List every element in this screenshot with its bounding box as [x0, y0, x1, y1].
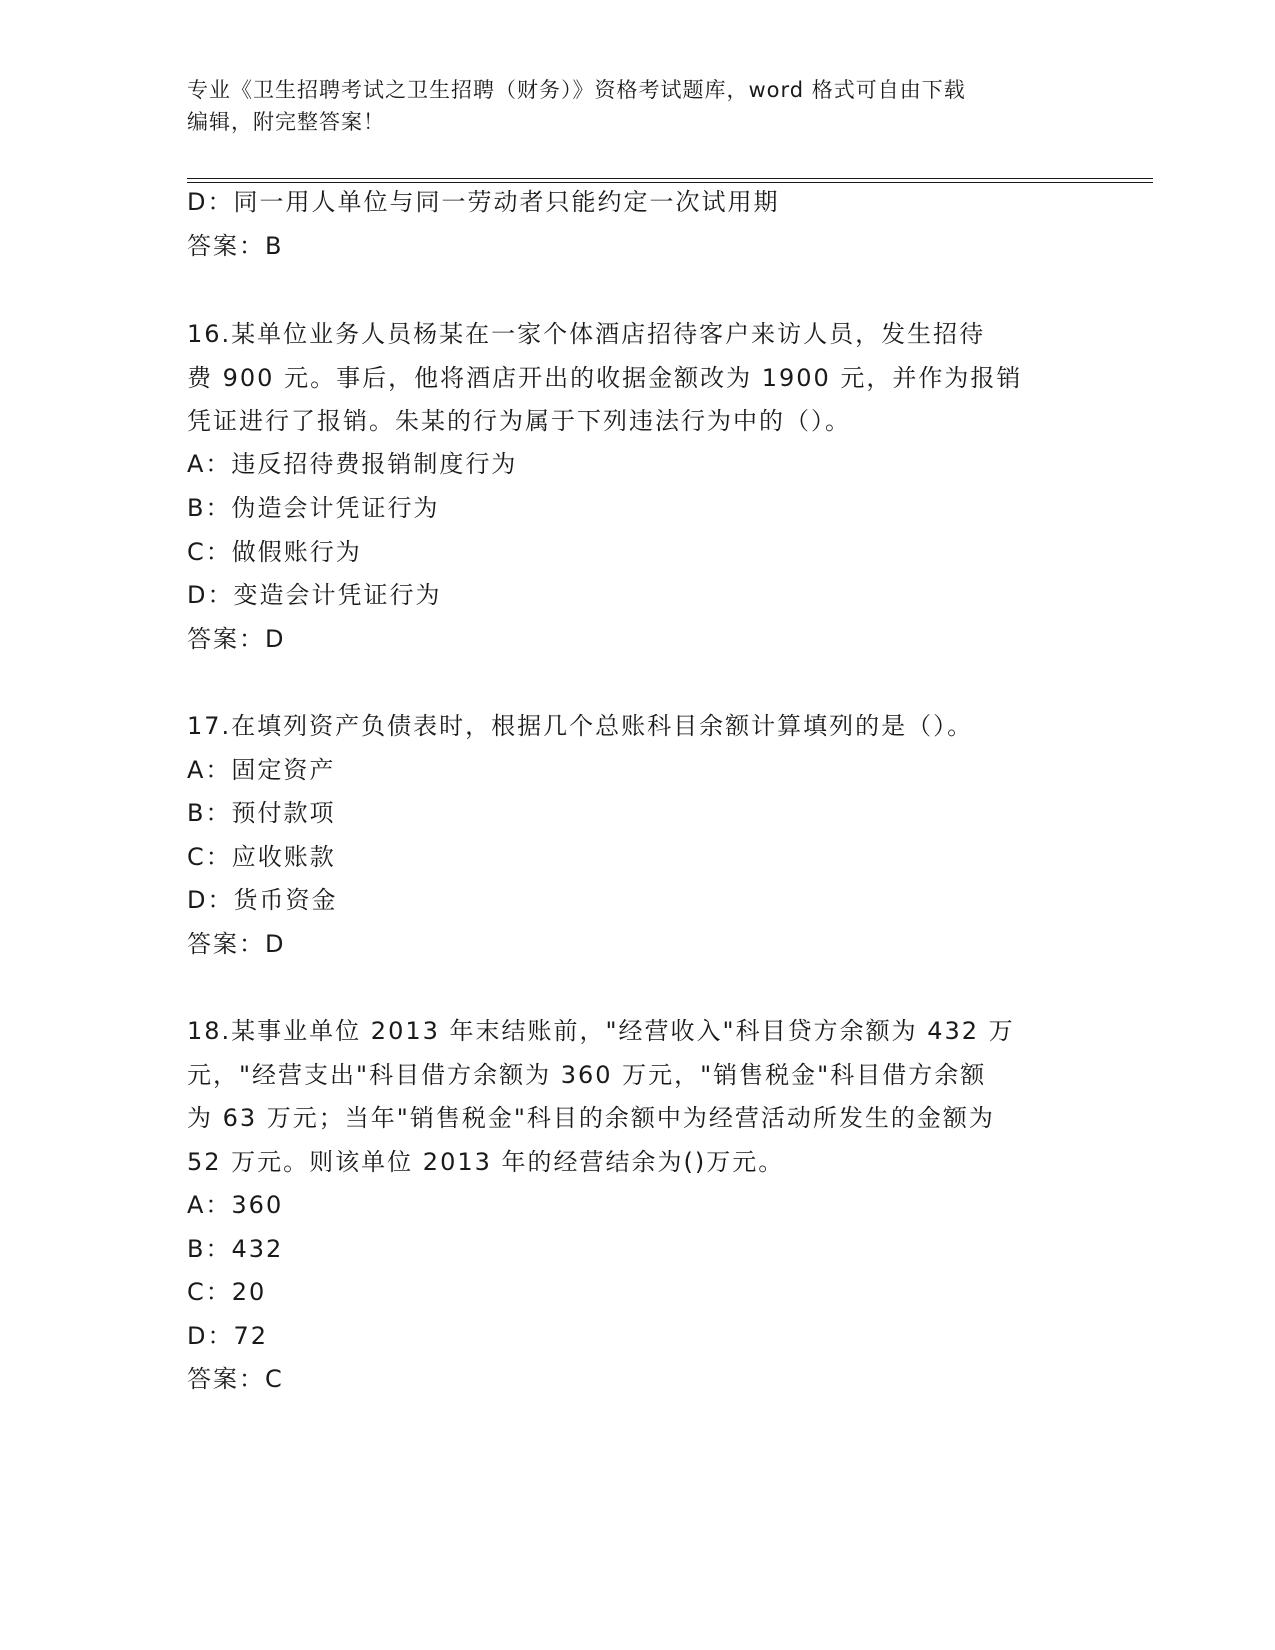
q18-answer: 答案：C	[187, 1365, 284, 1393]
q16-stem-line-2: 费 900 元。事后，他将酒店开出的收据金额改为 1900 元，并作为报销	[187, 364, 1023, 392]
q17-option-d: D：货币资金	[187, 886, 338, 914]
q16-stem-line-3: 凭证进行了报销。朱某的行为属于下列违法行为中的（）。	[187, 407, 851, 435]
q17-option-a: A：固定资产	[187, 756, 336, 784]
q16-option-d: D：变造会计凭证行为	[187, 581, 442, 609]
q18-option-b: B：432	[187, 1235, 284, 1263]
q18-stem-line-4: 52 万元。则该单位 2013 年的经营结余为()万元。	[187, 1148, 785, 1176]
header-line-2: 编辑，附完整答案！	[187, 110, 385, 134]
q16-answer: 答案：D	[187, 625, 286, 653]
header-line-1: 专业《卫生招聘考试之卫生招聘（财务）》资格考试题库，word 格式可自由下载	[187, 78, 966, 102]
q16-option-a: A：违反招待费报销制度行为	[187, 450, 518, 478]
q18-stem-line-1: 18.某事业单位 2013 年末结账前，"经营收入"科目贷方余额为 432 万	[187, 1017, 1015, 1045]
q18-option-d: D：72	[187, 1322, 269, 1350]
q16-stem-line-1: 16.某单位业务人员杨某在一家个体酒店招待客户来访人员，发生招待	[187, 320, 986, 348]
document-header	[187, 74, 1087, 138]
q17-stem-line-1: 17.在填列资产负债表时，根据几个总账科目余额计算填列的是（）。	[187, 712, 974, 740]
q18-stem-line-2: 元，"经营支出"科目借方余额为 360 万元，"销售税金"科目借方余额	[187, 1061, 987, 1089]
q17-answer: 答案：D	[187, 930, 286, 958]
q16-option-b: B：伪造会计凭证行为	[187, 494, 440, 522]
q16-option-c: C：做假账行为	[187, 538, 362, 566]
q18-option-c: C：20	[187, 1278, 267, 1306]
header-divider	[187, 178, 1153, 183]
q17-option-c: C：应收账款	[187, 843, 336, 871]
prev-option-d: D：同一用人单位与同一劳动者只能约定一次试用期	[187, 188, 780, 216]
prev-answer: 答案：B	[187, 232, 284, 260]
q17-option-b: B：预付款项	[187, 799, 336, 827]
q18-stem-line-3: 为 63 万元；当年"销售税金"科目的余额中为经营活动所发生的金额为	[187, 1104, 995, 1132]
q18-option-a: A：360	[187, 1191, 284, 1219]
